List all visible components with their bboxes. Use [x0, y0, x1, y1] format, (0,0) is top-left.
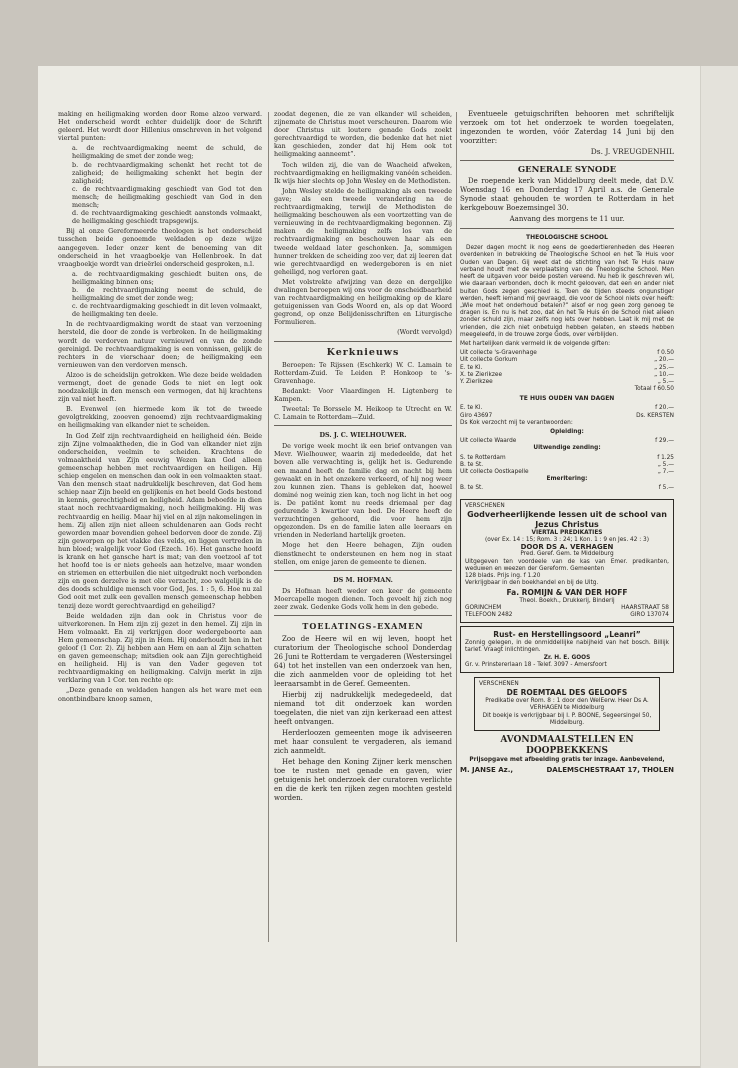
gift-amount: „ 5.— [657, 461, 674, 468]
divider [274, 425, 452, 426]
paragraph: Eventueele getuigschriften behooren met schriftelijk verzoek om tot het onderzoek te worden toegelaten, ingezonden te worden, vóór Zaterdag 14 Juni bij den voorzitter: [460, 110, 674, 145]
paragraph: Alzoo is de scheidslijn getrokken. Wie deze beide weldaden vermengt, doet de genade Gods te niet en legt ook noodzakelijk in den mensch een vermogen, dat hij krachtens zijn val niet heeft. [58, 370, 262, 404]
gift-amount: f 29.— [655, 438, 674, 445]
gift-row [460, 469, 674, 476]
section-title: GENERALE SYNODE [517, 165, 617, 176]
gift-label: B. te St. [460, 485, 484, 492]
subheading: DS M. HOFMAN. [333, 575, 393, 584]
gift-list [460, 485, 674, 492]
gift-amount: „ 10.— [654, 371, 674, 378]
ad-title: Godverheerlijkende lessen uit de school van Jezus Christus [467, 509, 667, 529]
gift-label: Uit collecte Gorkum [460, 357, 518, 364]
ad-label: VERSCHENEN [479, 680, 519, 687]
ad-author: DOOR DS A. VERHAGEN [520, 543, 614, 552]
ad-subtitle: Prijsopgave met afbeelding gratis ter inzage. Aanbevelend, [469, 756, 665, 763]
gift-label: Y. Zierikzee [460, 378, 493, 385]
list-item: a. de rechtvaardigmaking geschiedt buiten ons, de heiligmaking binnen ons; [72, 269, 262, 286]
gift-row [460, 405, 674, 412]
ad-text: Dit boekje is verkrijgbaar bij I. P. BOONE, Segeersingel 50, Middelburg. [482, 712, 652, 726]
ad-title: DE ROEMTAAL DES GELOOFS [506, 688, 628, 698]
gift-amount: „ 5.— [657, 378, 674, 385]
ad-city: GORINCHEM [465, 604, 502, 611]
ad-subtitle: VIERTAL PREDIKATIES [531, 529, 603, 536]
column-rule [456, 112, 457, 942]
ad-label: VERSCHENEN [465, 502, 505, 509]
column-3 [460, 110, 674, 775]
divider [460, 160, 674, 161]
paragraph: John Wesley stelde de heiligmaking als een tweede gave; als een tweede verandering na de rechtvaardigmaking, terwijl de Methodisten de heiligmaking beschouwen als een voortzetting van de vernieuwing in de rechtvaardigmaking begonnen. Zij maken de heiligmaking zelfs los van de rechtvaardigmaking en beschouwen haar als een tweede weldaad later geschonken. Ja, sommigen hunner trekken de scheiding zoo ver, dat zij leeren dat wie gerechtvaardigd en wedergeboren is en niet geheiligd, nog verloren gaat. [274, 186, 452, 276]
ad-subtitle: Predikatie over Rom. 8 : 1 door den WelEerw. Heer Ds A. VERHAGEN te Middelburg [485, 698, 649, 712]
gift-label: E. te Kl. [460, 364, 483, 371]
paragraph: Met hartelijken dank vermeld ik de volgende giften: [460, 340, 611, 347]
paragraph: Hierbij zij nadrukkelijk medegedeeld, dat niemand tot dit onderzoek kan worden toegelaten, die niet van zijn kerkeraad een attest heeft ontvangen. [274, 691, 452, 727]
ad-text: Verkrijgbaar in den boekhandel en bij de Uitg. [465, 580, 599, 587]
gift-amount: Ds. KERSTEN [636, 412, 674, 419]
total: Totaal f 60.50 [634, 386, 674, 393]
paragraph: making en heiligmaking worden door Rome alzoo verward. Het onderscheid wordt echter duidelijk door de Schrift geleerd. Het wordt door Hillenius omschreven in het volgend viertal punten: [58, 110, 262, 143]
subheading: Emeritering: [546, 476, 588, 483]
ad-name: Zr. H. E. GOOS [543, 654, 591, 661]
ad-name: M. JANSE Az., [460, 766, 514, 775]
subheading: Opleiding: [550, 429, 584, 436]
ad-address: Gr. v. Prinstererlaan 18 - Telef. 3097 - Amersfoort [465, 661, 607, 668]
paragraph: Bedankt: Voor Vlaardingen H. Ligtenberg te Kampen. [274, 386, 452, 403]
paragraph: „Deze genade en weldaden hangen als het ware met een onontbindbare knoop samen, [58, 686, 262, 703]
list-item: d. de rechtvaardigmaking geschiedt aanstonds volmaakt, de heiligmaking geschiedt trapsgewijs. [72, 209, 262, 226]
paragraph: Toch wilden zij, die van de Waacheid afweken, rechtvaardigmaking en heiligmaking vanéén scheiden. Ik wijs hier slechts op John Wesley en de Methodisten. [274, 160, 452, 185]
ad-price: 128 blads. Prijs ing. f 1.20 [465, 573, 541, 580]
gift-amount: f 1.25 [657, 454, 674, 461]
column-1 [58, 110, 262, 705]
section-title: Kerknieuws [326, 346, 400, 358]
section-title: TOELATINGS-EXAMEN [302, 621, 424, 632]
ad-publisher: Fa. ROMIJN & VAN DER HOFF [506, 587, 628, 597]
paragraph: Zoo de Heere wil en wij leven, hoopt het curatorium der Theologische school Donderdag 26 Juni te Rotterdam te vergaderen (Westersingel 64) tot het instellen van een onderzoek van hen, die zich aanmelden voor de opleiding tot het leeraarsambt in de Geref. Gemeenten. [274, 635, 452, 689]
ad-phone: TELEFOON 2482 [465, 611, 513, 618]
gift-label: X. te Zierikzee [460, 371, 503, 378]
paragraph: Beroepen: Te Rijssen (Eschkerk) W. C. Lamain te Rotterdam-Zuid. Te Leiden P. Honkoop te 's-Gravenhage. [274, 360, 452, 385]
gift-label: Uit collecte Waarde [460, 438, 517, 445]
gift-amount: f 20.— [655, 405, 674, 412]
ad-address: HAARSTRAAT 58 [621, 604, 669, 611]
column-2 [274, 110, 452, 805]
paragraph: Met volstrekte afwijzing van deze en dergelijke dwalingen beroepen wij ons voor de onscheidbaarheid van rechtvaardigmaking en heiligmaking op de klare getuigenissen van Gods Woord en, als op dat Woord gegrond, op onze Belijdenisschriften en Liturgische Formulieren. [274, 277, 452, 327]
signature: Ds. J. VREUGDENHIL [590, 147, 674, 156]
continued-note: (Wordt vervolgd) [397, 328, 452, 337]
ad-text: (over Ex. 14 : 15; Rom. 3 : 24; 1 Kon. 1 : 9 en Jes. 42 : 3) [485, 537, 649, 544]
next-page-edge [700, 66, 738, 1068]
gift-amount: f 0.50 [657, 350, 674, 357]
list [58, 144, 262, 225]
list-item: c. de rechtvaardigmaking geschiedt van God tot den mensch; de heiligmaking geschiedt van God in den mensch; [72, 184, 262, 210]
gift-row [460, 379, 674, 386]
advertisement [460, 735, 674, 775]
paragraph: Dezer dagen mocht ik nog eens de goedertierenheden des Heeren overdenken in betrekking de Theologische School en het Te Huis voor Ouden van Dagen. Gij weet dat de stichting van het Te Huis nauw verband houdt met de verplaatsing van de Theologische School. Men heeft de uitgaven voor beide posten vereend. Nu heb ik geschreven wil, wie daaraan verbonden, doch ik mocht gelooven, dat een en ander niet buiten Gods zegen geschied is. Toen de tijden steeds ongunstiger werden, heeft iemand mij gevraagd, die voor de School niets over heeft: „Wie moet het onderhoud betalen?” alsof er nog geen zorg genoeg te dragen is. En nu is het zoo, dat én het Te Huis én de School niet alleen zonder schuld zijn, maar zelfs nog iets over hebben. Laat ik mij met de vrienden, die zich niet onbetuigd hebben gelaten, en steeds hebben meegeleefd, in de trouwe zorge Gods, over verblijden. [460, 245, 674, 338]
ad-text: Zonnig gelegen, in de onmiddellijke nabijheid van het bosch. Billijk tarief. Vraagt inlichtingen. [465, 640, 669, 654]
gift-list [460, 455, 674, 477]
gift-list [460, 350, 674, 386]
gift-list [460, 405, 674, 419]
advertisement [474, 677, 660, 731]
paragraph: Beide weldaden zijn dan ook in Christus voor de uitverkorenen. In Hem zijn zij gezet in den hemel. Zij zijn in Hem volmaakt. En zij verkrijgen door wedergeboorte aan Hem gemeenschap. Zij zijn in Hem. Hij onderhoudt hen in het geloof (1 Cor. 2). Zij hebben aan Hem en aan al Zijn schatten en gaven gemeenschap; mitsdien ook aan Zijn gerechtigheid en heiligheid. Hij is van den Vader gegeven tot rechtvaardigmaking en heiligmaking. Calvijn merkt in zijn verklaring van 1 Cor. ten rechte op: [58, 611, 262, 685]
subheading: Uitwendige zending: [533, 445, 601, 452]
paragraph: In de rechtvaardigmaking wordt de staat van verzoening hersteld, die door de zonde is verbroken. In de heiligmaking wordt de verdorven natuur vernieuwd en van de zonde gereinigd. De rechtvaardigmaking is een vonnissen, gelijk de rechters in de vierschaar doen; de heiligmaking een vernieuwen van den verdorven mensch. [58, 320, 262, 369]
paragraph: In God Zelf zijn rechtvaardigheid en heiligheid één. Beide zijn Zijne volmaaktheden, die in God van elkander niet zijn onderscheiden, veelmin te scheiden. Krachtens de volmaaktheid van Zijn eeuwig Wezen kan God alleen gemeenschap hebben met rechtvaardigen en heiligen. Hij schiep engelen en menschen dan ook in een volmaakten staat. Van den mensch staat nadrukkelijk beschreven, dat God hem schiep naar Zijn beeld en gelijkenis en het beeld Gods bestond in kennis, gerechtigheid en heiligheid. Adam beboefde in dien staat noch rechtvaardigmaking, noch heiligmaking. Hij was rechtvaardig en heilig. Maar hij viel en al zijn nakomelingen in hem. Zij allen zijn niet alleen schuldenaren aan Gods recht geworden maar bovendien geheel bedorven door de zonde. Zij zijn geworpen op het vlakke des velds, en liggen vertreden in hun bloed; walgelijk voor God (Ezech. 16). Het gansche hoofd is krank en het gansche hart is mat; van den voetzool af tot het hoofd toe is er niets geheels aan hetzelve, maar wonden en striemen en etterbuilen die niet uitgedrukt noch verbonden zijn en geen derzelve is met olie verzacht, zoo walgelijk is de des doods schuldige mensch voor God, Jes. 1 : 5, 6. Hoe nu zal God ooit met zulk een gevallen mensch gemeenschap hebben tenzij deze wordt gerechtvaardigd en geheiligd? [58, 431, 262, 610]
paragraph: Aanvang des morgens te 11 uur. [509, 215, 625, 224]
subheading: TE HUIS OUDEN VAN DAGEN [519, 395, 615, 403]
ad-text: Pred. Geref. Gem. te Middelburg [520, 551, 614, 558]
gift-row [460, 350, 674, 357]
gift-row [460, 413, 674, 420]
paragraph: zoodat degenen, die ze van elkander wil scheiden, zijnemate de Christus moet verscheuren. Daarom wie door Christus uit loutere genade Gods zoekt gerechtvaardigd te worden, die bedenke dat het niet kan geschieden, zonder dat hij Hem ook tot heiligmaking aanneemt”. [274, 110, 452, 159]
list-item: b. de rechtvaardigmaking schenkt het recht tot de zaligheid; de heiligmaking schenkt het begin der zaligheid; [72, 160, 262, 185]
subheading: DS. J. C. WIELHOUWER. [319, 431, 407, 440]
gift-row [460, 462, 674, 469]
gift-row [460, 438, 674, 445]
divider [274, 570, 452, 571]
ad-title: AVONDMAALSTELLEN EN DOOPBEKKENS [500, 734, 634, 756]
gift-row [460, 485, 674, 492]
gift-list [460, 438, 674, 445]
advertisement [460, 626, 674, 673]
gift-label: Uit collecte 's-Gravenhage [460, 350, 537, 357]
paragraph: Ds Kok verzocht mij te verantwoorden: [460, 419, 573, 426]
gift-amount: „ 20.— [654, 357, 674, 364]
paragraph: De vorige week mocht ik een brief ontvangen van Mevr. Wielhouwer, waarin zij mededeelde, dat het boven alle verwachting is, gelijk het is. Gedurende een maand heeft de familie dag en nacht bij hem gewaakt en in het onzekere verkeerd, of hij nog weer zou kunnen zien. Thans is gebleken dat, hoewel dominé nog weinig zien kan, toch nog licht in het oog is. De patiënt komt nu reeds driemaal per dag gedurende 3 kwartier van bed. De Heere heeft de verzuchtingen gehoord, die voor hem zijn opgezonden. Ds en de familie laten alle leeraars en vrienden in Nederland hartelijk groeten. [274, 442, 452, 540]
gift-label: S. te Rotterdam [460, 454, 506, 461]
divider [274, 615, 452, 616]
ad-giro: GIRO 137074 [630, 611, 669, 618]
ad-text: Theol. Boekh., Drukkerij, Binderij [519, 597, 615, 604]
paragraph: Bij al onze Gereformeerde theologen is het onderscheid tusschen beide genoemde weldaden op deze wijze aangegeven. Ieder onzer kent de benoeming van dit onderscheid in het vraagboekje van Hellenbroek. In dat vraagboekje wordt van drieërlei onderscheid gesproken, n.l. [58, 227, 262, 268]
gift-row [460, 357, 674, 364]
list [58, 270, 262, 319]
paragraph: Tweetal: Te Borssele M. Heikoop te Utrecht en W. C. Lamain te Rotterdam—Zuid. [274, 405, 452, 422]
divider [274, 341, 452, 342]
paragraph: Het behage den Koning Zijner kerk menschen toe te rusten met genade en gaven, wier getuigenis het onderzoek der curatoren verlichte en die de kerk ten rijken zegen mochten gesteld worden. [274, 758, 452, 803]
divider [460, 228, 674, 229]
gift-amount: „ 7.— [657, 469, 674, 476]
gift-label: B. te St. [460, 461, 484, 468]
subheading: THEOLOGISCHE SCHOOL [526, 234, 608, 242]
column-rule [268, 112, 269, 942]
paragraph: Herderloozen gemeenten moge ik adviseeren met haar consulent te vergaderen, als iemand zich aanmeldt. [274, 729, 452, 756]
gift-row [460, 365, 674, 372]
gift-label: Giro 43697 [460, 412, 493, 419]
gift-label: Uit collecte Oostkapelle [460, 469, 529, 476]
gift-amount: „ 25.— [654, 364, 674, 371]
paragraph: De roepende kerk van Middelburg deelt mede, dat D.V. Woensdag 16 en Donderdag 17 April a.s. de Generale Synode staat gehouden te worden te Rotterdam in het kerkgebouw Boezemsingel 30. [460, 177, 674, 213]
advertisement [460, 499, 674, 623]
ad-address: DALEMSCHESTRAAT 17, THOLEN [546, 766, 674, 775]
gift-label: E. te Kl. [460, 405, 483, 412]
paragraph: B. Evenwel (en hiermede kom ik tot de tweede gevolgtrekking, zooeven genoemd) zijn rechtvaardigmaking en heiligmaking van elkander niet te scheiden. [58, 405, 262, 430]
ad-title: Rust- en Herstellingsoord „Leanri” [493, 630, 641, 640]
gift-row [460, 455, 674, 462]
gift-row [460, 372, 674, 379]
list-item: b. de rechtvaardigmaking neemt de schuld, de heiligmaking de smet der zonde weg; [72, 285, 262, 303]
paragraph: Ds Hofman heeft weder een keer de gemeente Moercapelle mogen dienen. Toch gevoelt hij zich nog zeer zwak. Gedenke Gods volk hem in den gebede. [274, 586, 452, 611]
list-item: a. de rechtvaardigmaking neemt de schuld, de heiligmaking de smet der zonde weg; [72, 144, 262, 161]
list-item: c. de rechtvaardigmaking geschiedt in dit leven volmaakt, de heiligmaking ten deele. [72, 302, 262, 319]
ad-text: Uitgegeven ten voordeele van de kas van Emer. predikanten, weduwen en weezen der Gereform. Gemeenten [465, 558, 669, 572]
gift-amount: f 5.— [658, 485, 674, 492]
paragraph: Moge het den Heere behagen, Zijn ouden dienstknecht te ondersteunen en hem nog in staat stellen, om enige jaren de gemeente te dienen. [274, 541, 452, 566]
